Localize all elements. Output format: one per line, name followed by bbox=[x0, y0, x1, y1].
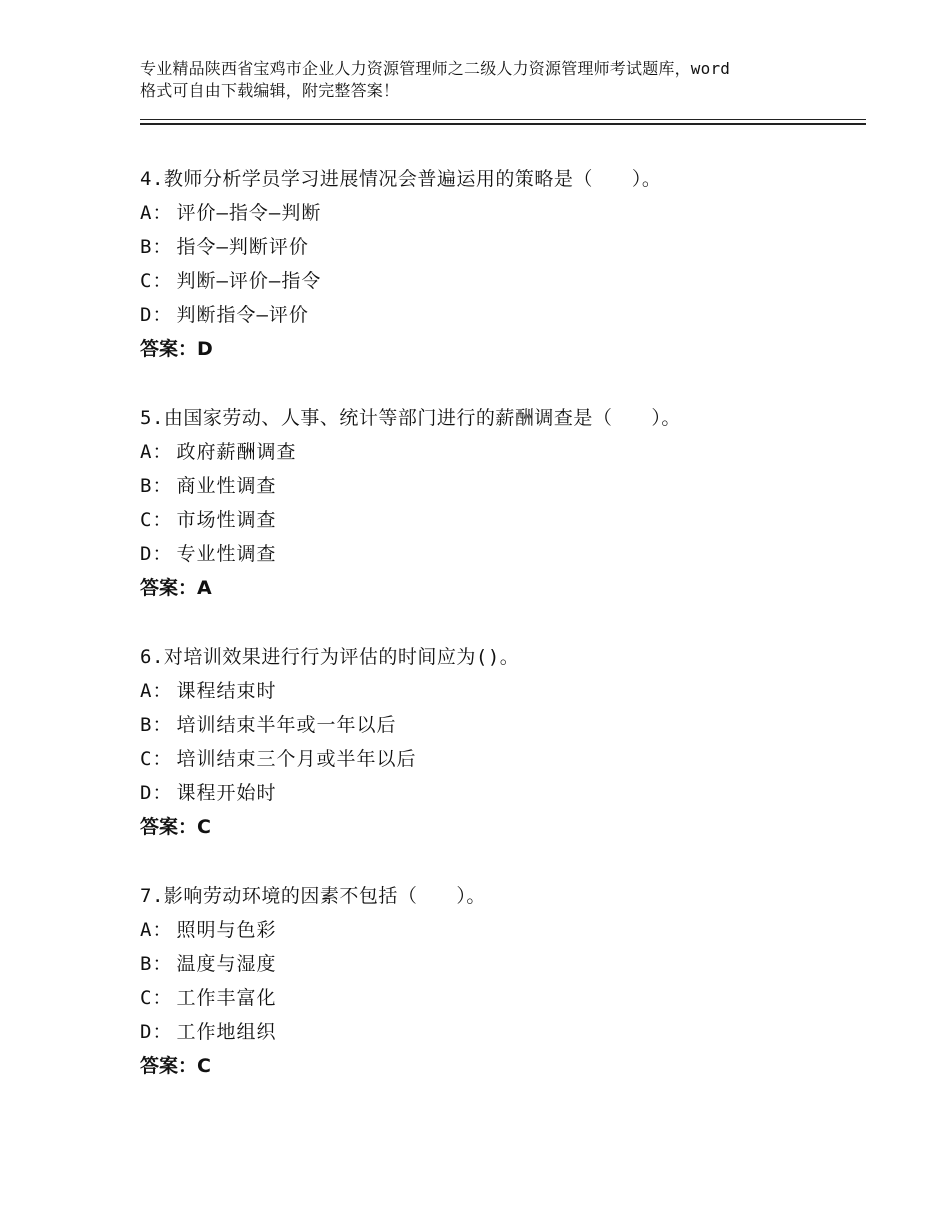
option-text: 商业性调查 bbox=[176, 475, 277, 497]
option-d bbox=[140, 298, 866, 332]
option-a bbox=[140, 435, 866, 469]
option-text: 照明与色彩 bbox=[176, 919, 277, 941]
question-stem: 5.由国家劳动、人事、统计等部门进行的薪酬调查是（ ）。 bbox=[140, 407, 681, 429]
header-divider-thin bbox=[140, 119, 866, 120]
option-letter: B： bbox=[140, 475, 173, 497]
option-letter: D： bbox=[140, 304, 173, 326]
option-letter: B： bbox=[140, 953, 173, 975]
option-letter: D： bbox=[140, 543, 173, 565]
option-c bbox=[140, 981, 866, 1015]
option-letter: A： bbox=[140, 919, 173, 941]
answer-value: C bbox=[197, 816, 211, 838]
option-c bbox=[140, 503, 866, 537]
question-stem: 7.影响劳动环境的因素不包括（ ）。 bbox=[140, 885, 486, 907]
question-7 bbox=[140, 879, 866, 1083]
answer-line bbox=[140, 332, 866, 366]
option-text: 指令—判断评价 bbox=[176, 236, 309, 258]
option-letter: C： bbox=[140, 748, 173, 770]
option-text: 判断指令—评价 bbox=[176, 304, 309, 326]
option-text: 培训结束半年或一年以后 bbox=[176, 714, 397, 736]
option-text: 课程开始时 bbox=[176, 782, 277, 804]
option-letter: B： bbox=[140, 714, 173, 736]
option-text: 工作地组织 bbox=[176, 1021, 277, 1043]
option-letter: B： bbox=[140, 236, 173, 258]
answer-label: 答案： bbox=[140, 577, 198, 599]
answer-line bbox=[140, 1049, 866, 1083]
option-letter: D： bbox=[140, 782, 173, 804]
answer-label: 答案： bbox=[140, 816, 198, 838]
header-title-line-1: 专业精品陕西省宝鸡市企业人力资源管理师之二级人力资源管理师考试题库，word bbox=[140, 59, 731, 78]
option-d bbox=[140, 537, 866, 571]
answer-value: A bbox=[197, 577, 212, 599]
header-title-line-2: 格式可自由下载编辑，附完整答案！ bbox=[140, 81, 400, 100]
answer-line bbox=[140, 810, 866, 844]
option-text: 温度与湿度 bbox=[176, 953, 277, 975]
option-a bbox=[140, 674, 866, 708]
option-text: 工作丰富化 bbox=[176, 987, 277, 1009]
option-letter: A： bbox=[140, 441, 173, 463]
answer-value: D bbox=[197, 338, 213, 360]
answer-label: 答案： bbox=[140, 338, 198, 360]
option-text: 评价—指令—判断 bbox=[176, 202, 322, 224]
question-stem: 4.教师分析学员学习进展情况会普遍运用的策略是（ ）。 bbox=[140, 168, 662, 190]
option-text: 培训结束三个月或半年以后 bbox=[176, 748, 417, 770]
option-b bbox=[140, 947, 866, 981]
option-b bbox=[140, 230, 866, 264]
option-c bbox=[140, 742, 866, 776]
option-letter: A： bbox=[140, 680, 173, 702]
option-letter: C： bbox=[140, 987, 173, 1009]
question-4 bbox=[140, 162, 866, 366]
option-d bbox=[140, 776, 866, 810]
header-divider-thick bbox=[140, 123, 866, 125]
option-b bbox=[140, 708, 866, 742]
document-header bbox=[140, 58, 840, 102]
option-letter: D： bbox=[140, 1021, 173, 1043]
option-a bbox=[140, 196, 866, 230]
option-a bbox=[140, 913, 866, 947]
option-letter: A： bbox=[140, 202, 173, 224]
answer-value: C bbox=[197, 1055, 211, 1077]
answer-label: 答案： bbox=[140, 1055, 198, 1077]
option-text: 课程结束时 bbox=[176, 680, 277, 702]
question-6 bbox=[140, 640, 866, 844]
option-letter: C： bbox=[140, 270, 173, 292]
option-b bbox=[140, 469, 866, 503]
question-stem: 6.对培训效果进行行为评估的时间应为()。 bbox=[140, 646, 520, 668]
option-letter: C： bbox=[140, 509, 173, 531]
option-text: 判断—评价—指令 bbox=[176, 270, 322, 292]
option-text: 专业性调查 bbox=[176, 543, 277, 565]
option-c bbox=[140, 264, 866, 298]
option-text: 市场性调查 bbox=[176, 509, 277, 531]
question-5 bbox=[140, 401, 866, 605]
option-text: 政府薪酬调查 bbox=[176, 441, 297, 463]
question-list bbox=[140, 162, 866, 1118]
option-d bbox=[140, 1015, 866, 1049]
answer-line bbox=[140, 571, 866, 605]
